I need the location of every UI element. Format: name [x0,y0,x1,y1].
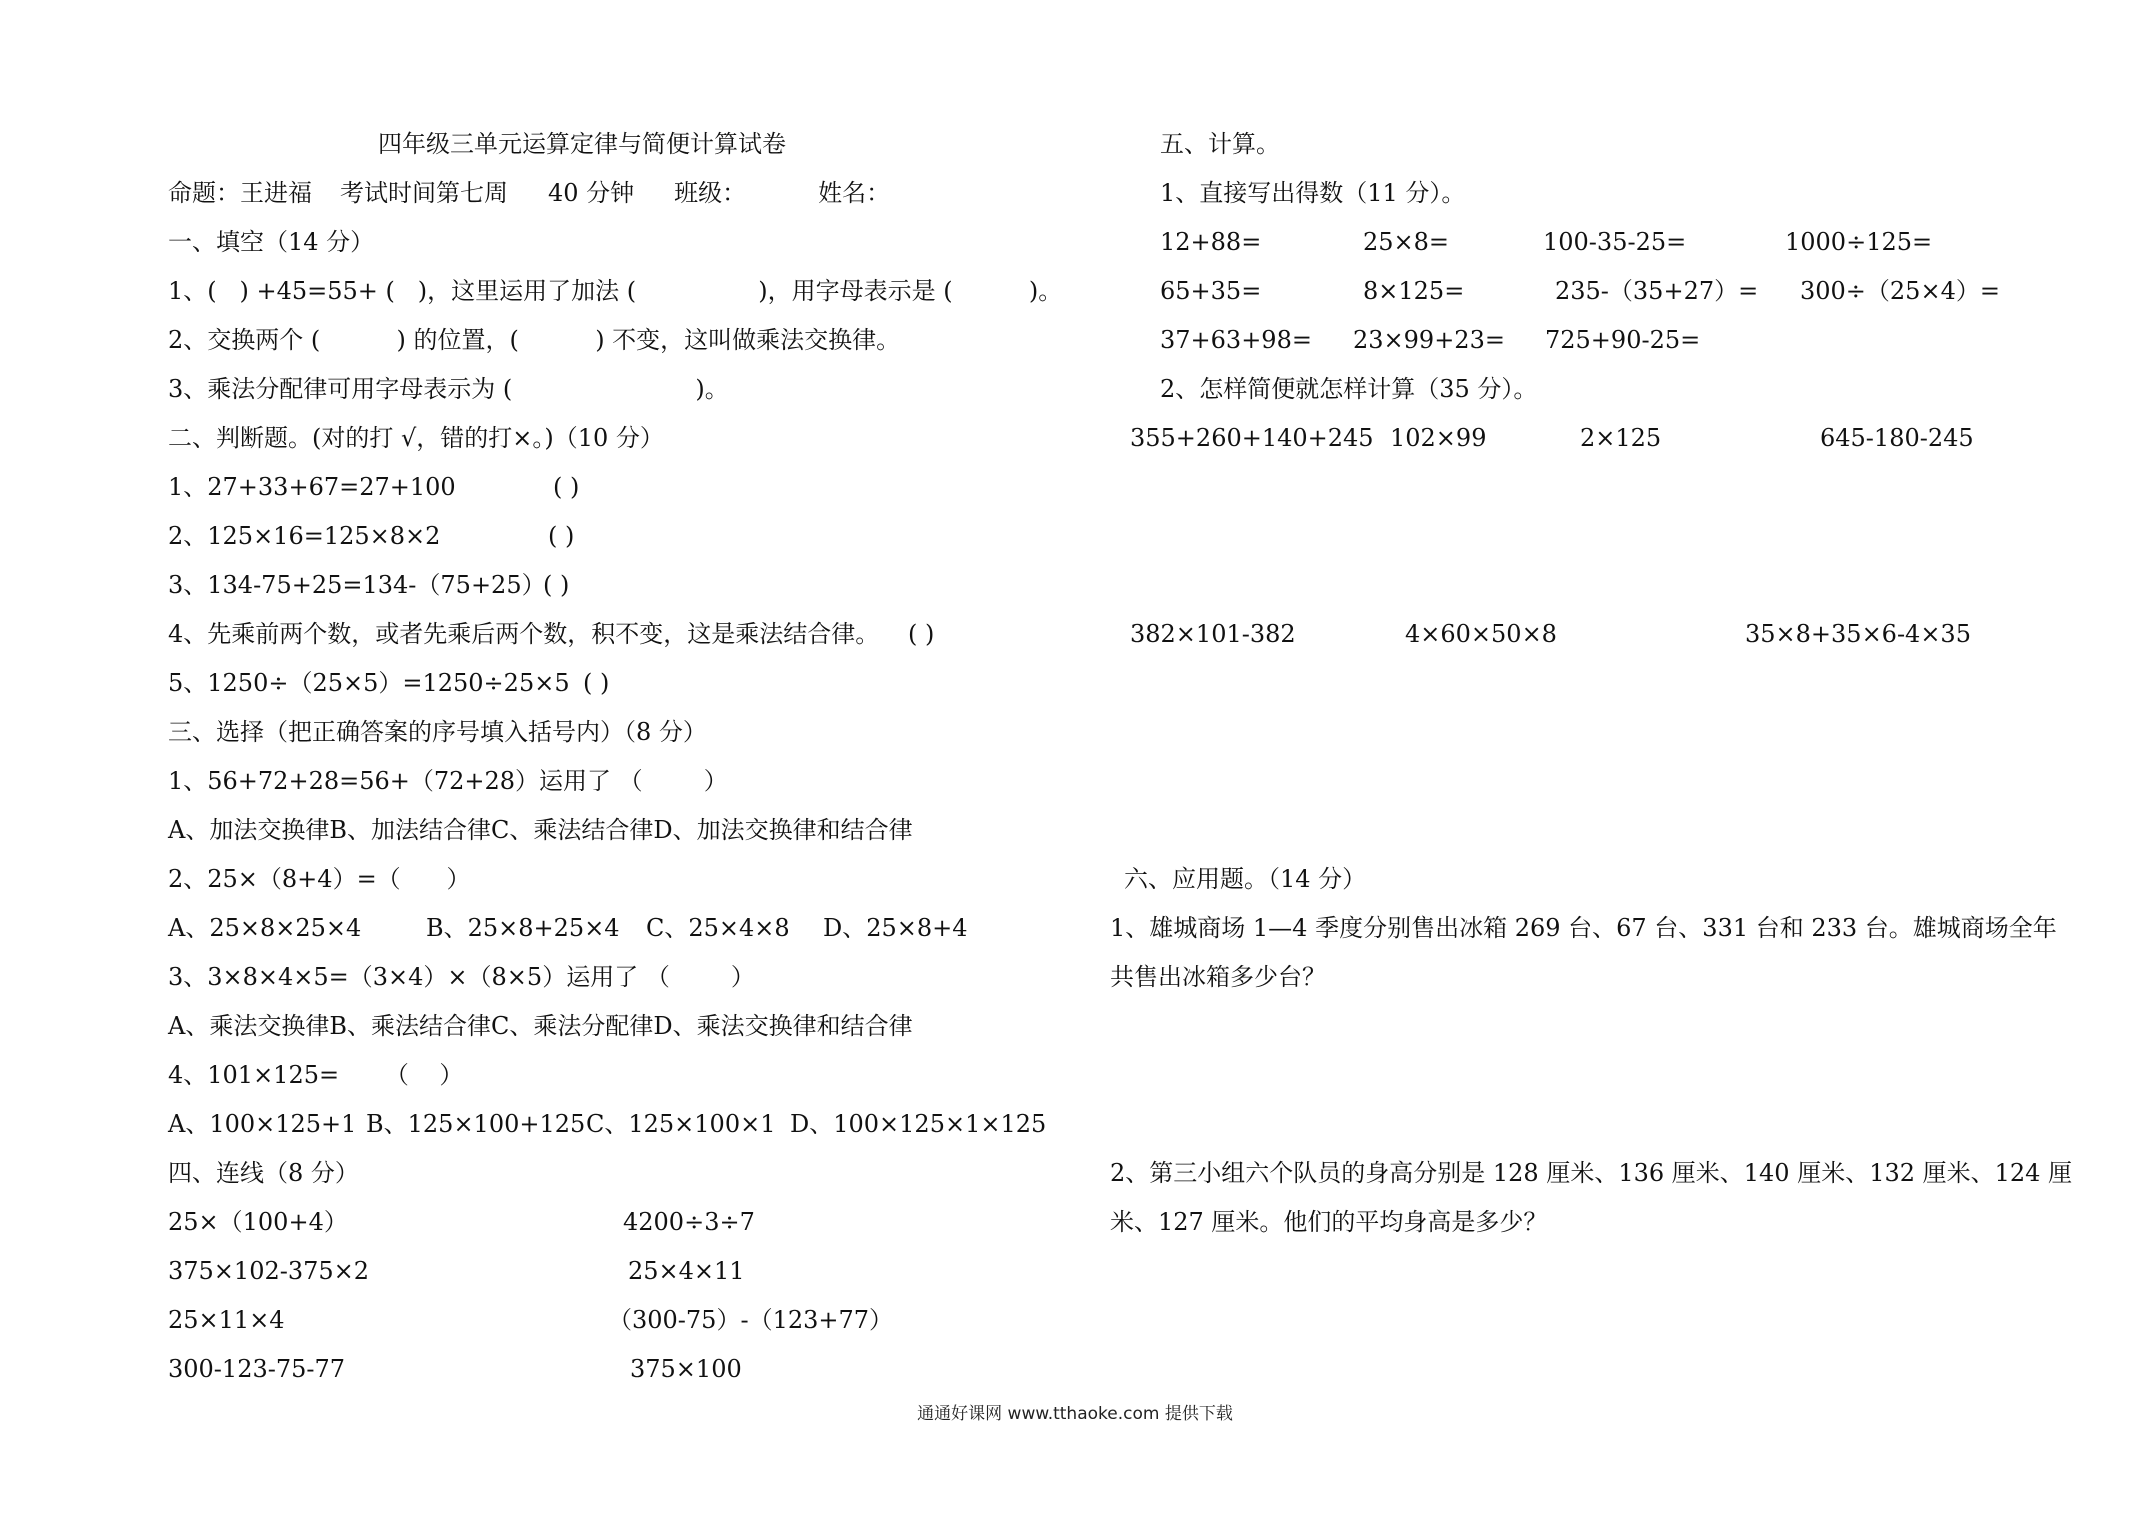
section6-heading: 六、应用题。（14 分） [1124,865,1367,893]
judge-question: 4、先乘前两个数，或者先乘后两个数，积不变，这是乘法结合律。 [168,620,880,648]
simplify-row-2 [1130,618,2050,650]
option-a: A、加法交换律 [168,816,330,844]
fill-item-3: 3、乘法分配律可用字母表示为 ( )。 [168,375,729,403]
section5-heading: 五、计算。 [1160,130,1280,158]
calc-part2-heading: 2、怎样简便就怎样计算（35 分）。 [1160,375,1538,403]
simplify-item: 2×125 [1580,424,1662,452]
mental-item: 100-35-25= [1543,228,1687,256]
judge-question: 1、27+33+67=27+100 [168,473,456,501]
page-footer: 通通好课网 www.tthaoke.com 提供下载 [917,1404,1233,1424]
meta-author: 命题：王进福 [168,179,312,207]
match-right: 25×4×11 [628,1257,745,1285]
match-row-2 [168,1255,745,1287]
mental-item: 25×8= [1363,228,1450,256]
choice-q1-options [168,814,913,846]
match-left: 25×（100+4） [168,1208,348,1236]
section3-heading: 三、选择（把正确答案的序号填入括号内）（8 分） [168,718,707,746]
problem-2-line-1: 2、第三小组六个队员的身高分别是 128 厘米、136 厘米、140 厘米、132 厘米、124 厘 [1110,1159,2073,1187]
meta-time: 考试时间第七周 [340,179,508,207]
section2-heading: 二、判断题。(对的打 √，错的打×。)（10 分） [168,424,664,452]
option-c: C、125×100×1 [586,1110,776,1138]
judge-blank: ( ) [548,522,575,550]
judge-question: 5、1250÷（25×5）=1250÷25×5 [168,669,570,697]
judge-question: 3、134-75+25=134-（75+25） [168,571,546,599]
judge-item-5 [168,667,610,699]
exam-meta [168,177,890,209]
option-a: A、乘法交换律 [168,1012,330,1040]
fill-item-1: 1、( ) +45=55+ ( )，这里运用了加法 ( )，用字母表示是 ( )。 [168,277,1063,305]
choice-q4-options [168,1108,1047,1140]
judge-blank: ( ) [583,669,610,697]
option-b: B、乘法结合律 [329,1012,491,1040]
mental-item: 300÷（25×4）= [1800,277,2000,305]
section1-heading: 一、填空（14 分） [168,228,375,256]
calc-part1-heading: 1、直接写出得数（11 分）。 [1160,179,1466,207]
judge-item-2 [168,520,575,552]
option-a: A、100×125+1 [168,1110,357,1138]
mental-item: 37+63+98= [1160,326,1312,354]
match-left: 300-123-75-77 [168,1355,346,1383]
mental-item: 725+90-25= [1545,326,1701,354]
meta-name: 姓名： [818,179,891,207]
judge-item-4 [168,618,935,650]
judge-item-1 [168,471,580,503]
choice-q2: 2、25×（8+4）=（ ） [168,865,471,893]
simplify-item: 4×60×50×8 [1405,620,1557,648]
option-d: D、加法交换律和结合律 [653,816,913,844]
mental-item: 12+88= [1160,228,1262,256]
simplify-item: 102×99 [1390,424,1487,452]
judge-question: 2、125×16=125×8×2 [168,522,441,550]
meta-class: 班级： [674,179,747,207]
problem-2-line-2: 米、127 厘米。他们的平均身高是多少？ [1110,1208,1548,1236]
exam-title: 四年级三单元运算定律与简便计算试卷 [378,130,786,158]
match-right: 375×100 [630,1355,742,1383]
choice-q1: 1、56+72+28=56+（72+28）运用了 （ ） [168,767,728,795]
mental-item: 23×99+23= [1353,326,1505,354]
choice-q4: 4、101×125= （ ） [168,1061,464,1089]
simplify-item: 355+260+140+245 [1130,424,1374,452]
option-c: C、乘法分配律 [490,1012,654,1040]
simplify-row-1 [1130,422,2050,454]
match-row-3 [168,1304,894,1336]
mental-item: 1000÷125= [1785,228,1933,256]
match-row-1 [168,1206,755,1238]
mental-row-2 [1160,275,2060,307]
match-right: （300-75）-（123+77） [608,1306,894,1334]
match-right: 4200÷3÷7 [623,1208,755,1236]
meta-duration: 40 分钟 [548,179,635,207]
choice-q3: 3、3×8×4×5=（3×4）×（8×5）运用了 （ ） [168,963,755,991]
option-a: A、25×8×25×4 [168,914,362,942]
section4-heading: 四、连线（8 分） [168,1159,359,1187]
option-b: B、加法结合律 [329,816,491,844]
option-d: D、25×8+4 [823,914,968,942]
fill-item-2: 2、交换两个 ( ) 的位置，( ) 不变，这叫做乘法交换律。 [168,326,901,354]
match-left: 25×11×4 [168,1306,285,1334]
mental-item: 65+35= [1160,277,1262,305]
mental-row-3 [1160,324,2060,356]
simplify-item: 645-180-245 [1820,424,1974,452]
option-c: C、乘法结合律 [490,816,654,844]
problem-1-line-2: 共售出冰箱多少台？ [1110,963,1326,991]
option-d: D、100×125×1×125 [790,1110,1047,1138]
choice-q2-options [168,912,968,944]
judge-item-3 [168,569,570,601]
mental-item: 8×125= [1363,277,1465,305]
option-b: B、125×100+125 [366,1110,586,1138]
mental-item: 235-（35+27）= [1555,277,1759,305]
match-row-4 [168,1353,742,1385]
mental-row-1 [1160,226,2060,258]
option-c: C、25×4×8 [646,914,790,942]
option-d: D、乘法交换律和结合律 [653,1012,913,1040]
judge-blank: ( ) [543,571,570,599]
option-b: B、25×8+25×4 [426,914,620,942]
choice-q3-options [168,1010,913,1042]
judge-blank: ( ) [553,473,580,501]
simplify-item: 382×101-382 [1130,620,1296,648]
problem-1-line-1: 1、雄城商场 1—4 季度分别售出冰箱 269 台、67 台、331 台和 233 台。雄城商场全年 [1110,914,2057,942]
simplify-item: 35×8+35×6-4×35 [1745,620,1971,648]
judge-blank: ( ) [908,620,935,648]
match-left: 375×102-375×2 [168,1257,370,1285]
